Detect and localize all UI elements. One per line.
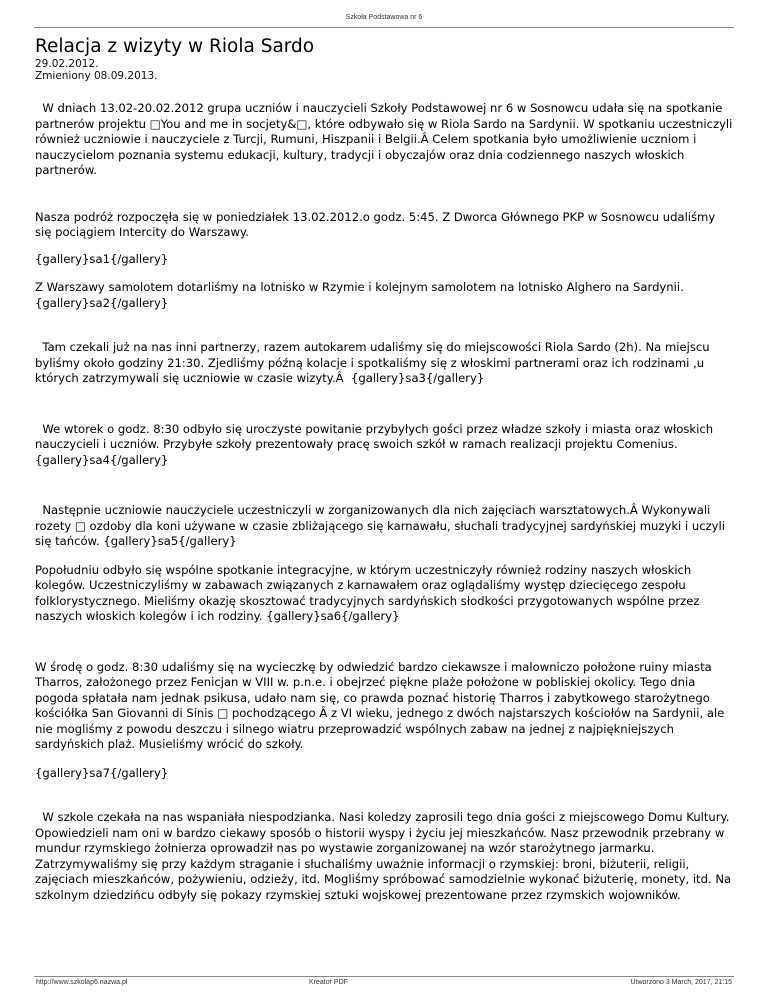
article-title: Relacja z wizyty w Riola Sardo	[35, 36, 315, 57]
page-header: Szkoła Podstawowa nr 6	[345, 14, 423, 21]
paragraph-flight: Z Warszawy samolotem dotarliśmy na lotnisko w Rzymie i kolejnym samolotem na lotnisko Alghero na Sardynii. {gallery}sa2{/gallery}	[35, 280, 684, 310]
article	[35, 36, 735, 903]
footer-url[interactable]: http://www.szkolap6.nazwa.pl	[36, 979, 128, 986]
modified-date: Zmieniony 08.09.2013.	[35, 70, 158, 82]
paragraph-wednesday: W środę o godz. 8:30 udaliśmy się na wycieczkę by odwiedzić bardzo ciekawsze i malowniczo położone ruiny miasta Tharros, założonego przez Fenicjan w VIII w. p.n.e. i obejrzeć piękne plaże położone w pobliskiej okolicy. Tego dnia pogoda spłatała nam jednak psikusa, udało nam się, co prawda poznać historię Tharros i zabytkowego starożytnego kościółka San Giovanni di Sinis □ pochodzącego Â z VI wieku, jednego z dwóch najstarszych kościołów na Sardynii, ale nie mogliśmy z powodu deszczu i silnego wiatru przeprowadzić wspólnych zabaw na jednej z najpiękniejszych sardyńskich plaż. Musieliśmy wrócić do szkoły.	[35, 659, 725, 751]
paragraph-tuesday: We wtorek o godz. 8:30 odbyło się uroczyste powitanie przybyłych gości przez władze szkoły i miasta oraz włoskich nauczycieli i uczniów. Przybyłe szkoły prezentowały pracę swoich szkół w ramach realizacji projektu Comenius. {gallery}sa4{/gallery}	[35, 421, 717, 467]
created-date: 29.02.2012.	[35, 58, 99, 70]
paragraph-intro: W dniach 13.02-20.02.2012 grupa uczniów i nauczycieli Szkoły Podstawowej nr 6 w Sosnowcu udała się na spotkanie partnerów projektu □You and me in socjety&□, które odbywało się w Riola Sardo na Sardynii. W spotkaniu uczestniczyli również uczniowie i nauczyciele z Turcji, Rumuni, Hiszpanii i Belgii.Â Celem spotkania było umożliwienie uczniom i nauczycielom poznania systemu edukacji, kultury, tradycji i obyczajów oraz dnia codziennego naszych włoskich partnerów.	[35, 101, 737, 177]
paragraph-workshops: Następnie uczniowie nauczyciele uczestniczyli w zorganizowanych dla nich zajęciach warsztatowych.Â Wykonywali rozety □ ozdoby dla koni używane w czasie zbliżającego się karnawału, słuchali tradycyjnej sardyńskiej muzyki i uczyli się tańców. {gallery}sa5{/gallery}	[35, 503, 729, 548]
footer-divider	[34, 976, 734, 977]
gallery-tag-sa7: {gallery}sa7{/gallery}	[35, 765, 169, 780]
paragraph-afternoon: Popołudniu odbyło się wspólne spotkanie integracyjne, w którym uczestniczyły również rodziny naszych włoskich kolegów. Uczestniczyliśmy w zabawach związanych z karnawałem oraz oglądaliśmy występ dziecięcego zespołu folklorystycznego. Mieliśmy okazję skosztować tradycyjnych sardyńskich słodkości przygotowanych wspólne przez naszych włoskich kolegów i ich rodziny. {gallery}sa6{/gallery}	[35, 562, 700, 623]
footer-created: Utworzono 3 March, 2017, 21:15	[630, 979, 732, 986]
footer-generator: Kreator PDF	[309, 979, 348, 986]
gallery-tag-sa1: {gallery}sa1{/gallery}	[35, 251, 169, 266]
paragraph-journey: Nasza podróż rozpoczęła się w poniedziałek 13.02.2012.o godz. 5:45. Z Dworca Głównego PKP w Sosnowcu udaliśmy się pociągiem Intercity do Warszawy.	[35, 209, 716, 239]
paragraph-arrival: Tam czekali już na nas inni partnerzy, razem autokarem udaliśmy się do miejscowości Riola Sardo (2h). Na miejscu byliśmy około godziny 21:30. Zjedliśmy późną kolacje i spotkaliśmy się z włoskimi partnerami oraz ich rodzinami ,u których zatrzymywali się uczniowie w czasie wizyty.Â {gallery}sa3{/gallery}	[35, 340, 714, 385]
paragraph-school-surprise: W szkole czekała na nas wspaniała niespodzianka. Nasi koledzy zaprosili tego dnia gości z miejscowego Domu Kultury. Opowiedzieli nam oni w bardzo ciekawy sposób o historii wyspy i życiu jej mieszkańców. Nasz przewodnik przebrany w mundur rzymskiego żołnierza oprowadził nas po wystawie zorganizowanej na wzór starożytnego jarmarku. Zatrzymywaliśmy się przy każdym straganie i słuchaliśmy uważnie informacji o rzymskiej: broni, biżuterii, religii, zajęciach mieszkańców, pożywieniu, odzieży, itd. Mogliśmy spróbować samodzielnie wykonać biżuterię, monety, itd. Na szkolnym dziedzińcu odbyły się pokazy rzymskiej sztuki wojskowej prezentowane przez rzymskich wojowników.	[35, 810, 735, 902]
header-divider	[34, 27, 734, 28]
